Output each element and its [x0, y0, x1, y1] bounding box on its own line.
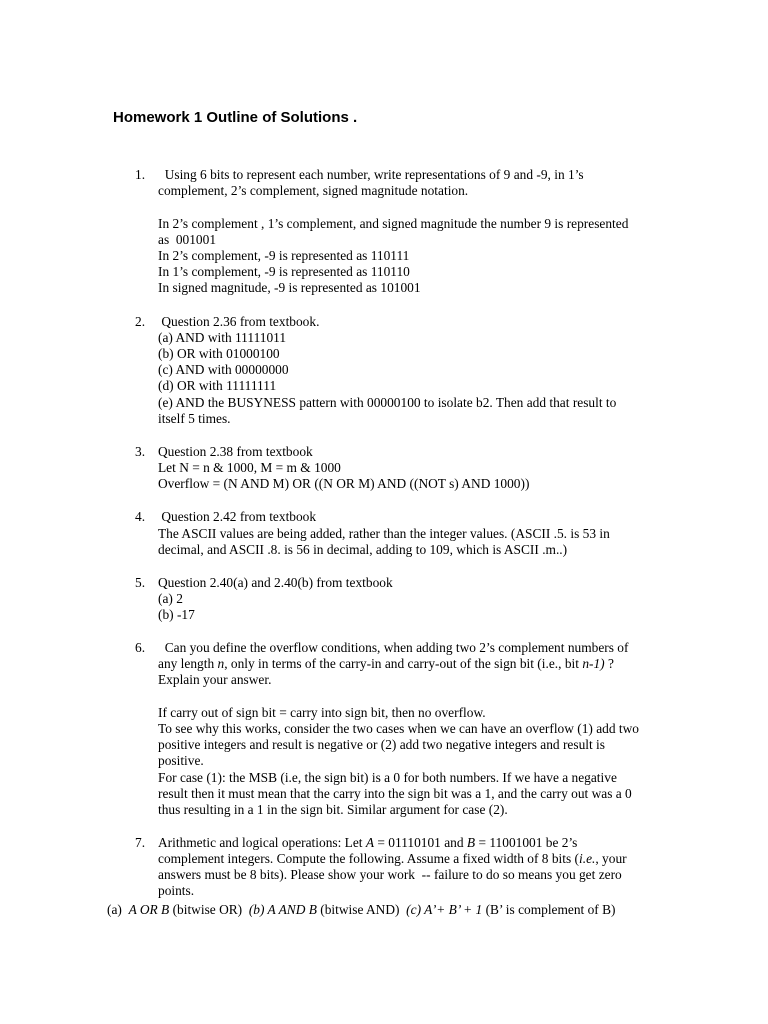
q5-answer-b: (b) -17: [158, 607, 195, 622]
q6-line2-n: n: [217, 656, 225, 671]
q7-part-c-desc: (B’ is complement of B): [482, 902, 616, 917]
q6-answer-line-3: positive integers and result is negative or (2) add two negative integers and result is: [158, 737, 605, 752]
q6-text-line-1: Can you define the overflow conditions, when adding two 2’s complement numbers of: [158, 640, 629, 655]
q6-answer-line-4: positive.: [158, 753, 204, 768]
q6-text-line-3: Explain your answer.: [158, 672, 272, 687]
q7-text-line-4: points.: [158, 883, 195, 898]
q7-part-b-expr: (b) A AND B: [248, 902, 317, 917]
q5-number: 5.: [135, 575, 146, 590]
q7-part-a-expr: A OR B: [128, 902, 170, 917]
q7-text-line-2: [158, 851, 627, 867]
q7-line2-ie: i.e.: [579, 851, 596, 866]
q7-part-c-expr: (c) A’+ B’ + 1: [406, 902, 483, 917]
q7-part-a-label: (a): [107, 902, 129, 917]
q7-line1-part-b: = 01110101 and: [374, 835, 467, 850]
q4-text-line-1: Question 2.42 from textbook: [158, 509, 317, 524]
q3-answer-line-1: Let N = n & 1000, M = m & 1000: [158, 460, 341, 475]
q4-answer-line-2: decimal, and ASCII .8. is 56 in decimal, adding to 109, which is ASCII .m..): [158, 542, 568, 557]
q6-answer-line-6: result then it must mean that the carry into the sign bit was a 1, and the carry out was a 0: [158, 786, 632, 801]
q2-answer-c: (c) AND with 00000000: [158, 362, 289, 377]
q1-answer-line-5: In signed magnitude, -9 is represented as 101001: [158, 280, 421, 295]
q6-answer-line-7: thus resulting in a 1 in the sign bit. Similar argument for case (2).: [158, 802, 508, 817]
q7-line2-part-b: , your: [595, 851, 627, 866]
q6-text-line-2: [158, 656, 614, 672]
q1-text-line-1: Using 6 bits to represent each number, write representations of 9 and -9, in 1’s: [158, 167, 584, 182]
q7-line2-part-a: complement integers. Compute the following. Assume a fixed width of 8 bits (: [158, 851, 579, 866]
q4-answer-line-1: The ASCII values are being added, rather than the integer values. (ASCII .5. is 53 in: [158, 526, 610, 541]
q6-line2-part-b: , only in terms of the carry-in and carry-out of the sign bit (i.e., bit: [224, 656, 583, 671]
q6-answer-line-5: For case (1): the MSB (i.e, the sign bit) is a 0 for both numbers. If we have a negative: [158, 770, 617, 785]
q3-answer-line-2: Overflow = (N AND M) OR ((N OR M) AND ((NOT s) AND 1000)): [158, 476, 530, 491]
q7-text-line-3: answers must be 8 bits). Please show your work -- failure to do so means you get zero: [158, 867, 622, 882]
q7-var-b: B: [466, 835, 476, 850]
q6-number: 6.: [135, 640, 146, 655]
q3-number: 3.: [135, 444, 146, 459]
q5-text-line-1: Question 2.40(a) and 2.40(b) from textbook: [158, 575, 393, 590]
q2-answer-d: (d) OR with 11111111: [158, 378, 277, 393]
q6-line2-part-a: any length: [158, 656, 218, 671]
q3-text-line-1: Question 2.38 from textbook: [158, 444, 313, 459]
q7-text-line-1: [158, 835, 577, 851]
q7-parts-line: [107, 902, 616, 918]
q4-number: 4.: [135, 509, 146, 524]
q6-line2-part-c: ?: [604, 656, 614, 671]
q7-part-a-desc: (bitwise OR): [169, 902, 249, 917]
q2-answer-e-line-2: itself 5 times.: [158, 411, 231, 426]
q1-answer-line-3: In 2’s complement, -9 is represented as 110111: [158, 248, 410, 263]
q1-text-line-2: complement, 2’s complement, signed magnitude notation.: [158, 183, 469, 198]
q5-answer-a: (a) 2: [158, 591, 183, 606]
q7-number: 7.: [135, 835, 146, 850]
q1-number: 1.: [135, 167, 146, 182]
q7-var-a: A: [365, 835, 375, 850]
q6-answer-line-1: If carry out of sign bit = carry into sign bit, then no overflow.: [158, 705, 486, 720]
q1-answer-line-2: as 001001: [158, 232, 217, 247]
q2-answer-e-line-1: (e) AND the BUSYNESS pattern with 00000100 to isolate b2. Then add that result to: [158, 395, 617, 410]
q1-answer-line-4: In 1’s complement, -9 is represented as 110110: [158, 264, 410, 279]
page-title: Homework 1 Outline of Solutions .: [113, 109, 358, 126]
q6-answer-line-2: To see why this works, consider the two cases when we can have an overflow (1) add two: [158, 721, 639, 736]
q7-line1-part-a: Arithmetic and logical operations: Let: [158, 835, 366, 850]
q2-answer-a: (a) AND with 11111011: [158, 330, 287, 345]
q7-part-b-desc: (bitwise AND): [316, 902, 407, 917]
q2-number: 2.: [135, 314, 146, 329]
q6-line2-n1: n-1): [582, 656, 605, 671]
q7-line1-part-c: = 11001001 be 2’s: [475, 835, 578, 850]
q1-answer-line-1: In 2’s complement , 1’s complement, and signed magnitude the number 9 is represented: [158, 216, 629, 231]
q2-text-line-1: Question 2.36 from textbook.: [158, 314, 320, 329]
q2-answer-b: (b) OR with 01000100: [158, 346, 280, 361]
